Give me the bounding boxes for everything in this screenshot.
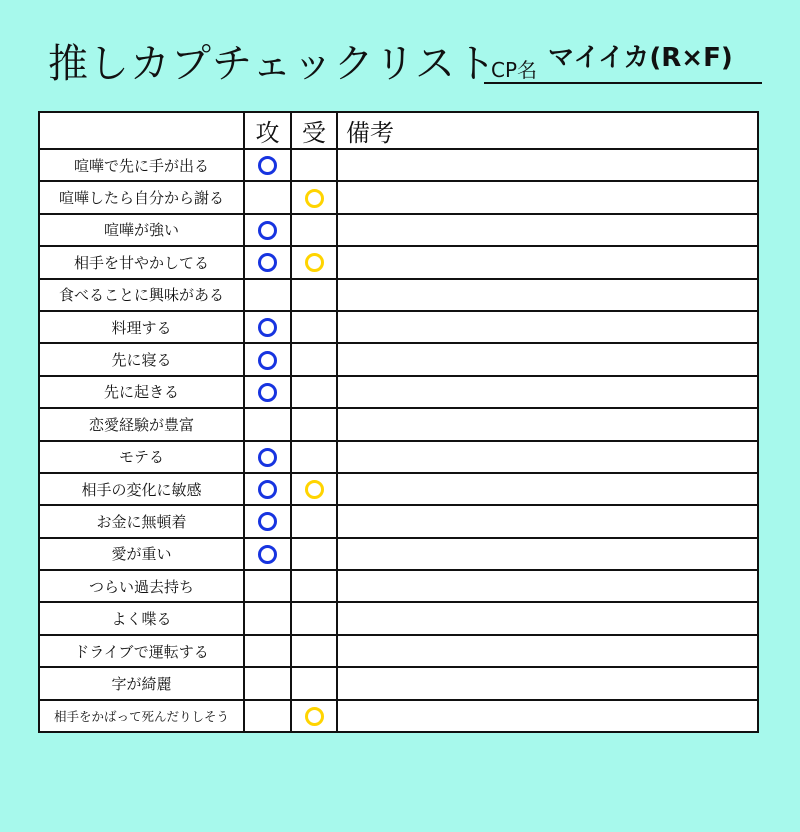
notes-cell[interactable] [337, 214, 758, 246]
row-label: つらい過去持ち [39, 570, 244, 602]
row-label: モテる [39, 441, 244, 473]
table-row [39, 408, 758, 440]
header-item-label [39, 112, 244, 149]
seme-cell[interactable] [244, 473, 291, 505]
uke-cell[interactable] [291, 505, 337, 537]
uke-cell[interactable] [291, 408, 337, 440]
table-row [39, 570, 758, 602]
notes-cell[interactable] [337, 635, 758, 667]
uke-cell[interactable] [291, 246, 337, 278]
seme-cell[interactable] [244, 149, 291, 181]
row-label: 先に起きる [39, 376, 244, 408]
table-row [39, 473, 758, 505]
table-row [39, 149, 758, 181]
seme-circle-mark [258, 448, 277, 467]
header-notes: 備考 [337, 112, 758, 149]
row-label: 食べることに興味がある [39, 279, 244, 311]
row-label: 相手をかばって死んだりしそう [39, 700, 244, 732]
row-label: 字が綺麗 [39, 667, 244, 699]
notes-cell[interactable] [337, 538, 758, 570]
seme-circle-mark [258, 156, 277, 175]
row-label: お金に無頓着 [39, 505, 244, 537]
table-row [39, 505, 758, 537]
notes-cell[interactable] [337, 311, 758, 343]
page-title: 推しカプチェックリスト [48, 41, 497, 87]
uke-cell[interactable] [291, 635, 337, 667]
uke-cell[interactable] [291, 602, 337, 634]
seme-circle-mark [258, 545, 277, 564]
row-label: よく喋る [39, 602, 244, 634]
table-row [39, 700, 758, 732]
table-row [39, 343, 758, 375]
seme-cell[interactable] [244, 246, 291, 278]
notes-cell[interactable] [337, 376, 758, 408]
uke-cell[interactable] [291, 343, 337, 375]
uke-cell[interactable] [291, 667, 337, 699]
seme-circle-mark [258, 480, 277, 499]
notes-cell[interactable] [337, 667, 758, 699]
seme-cell[interactable] [244, 505, 291, 537]
notes-cell[interactable] [337, 149, 758, 181]
notes-cell[interactable] [337, 602, 758, 634]
seme-cell[interactable] [244, 538, 291, 570]
notes-cell[interactable] [337, 700, 758, 732]
uke-cell[interactable] [291, 279, 337, 311]
notes-cell[interactable] [337, 246, 758, 278]
notes-cell[interactable] [337, 279, 758, 311]
checklist-rows [39, 149, 758, 732]
table-row [39, 602, 758, 634]
table-row [39, 246, 758, 278]
cp-label: CP名 [491, 58, 538, 82]
seme-circle-mark [258, 351, 277, 370]
row-label: 料理する [39, 311, 244, 343]
uke-cell[interactable] [291, 311, 337, 343]
header-row [39, 112, 758, 149]
row-label: 喧嘩したら自分から謝る [39, 181, 244, 213]
checklist-table [38, 111, 759, 733]
table-row [39, 538, 758, 570]
uke-circle-mark [305, 189, 324, 208]
header-seme: 攻 [244, 112, 291, 149]
seme-circle-mark [258, 512, 277, 531]
seme-cell[interactable] [244, 376, 291, 408]
table-row [39, 441, 758, 473]
table-row [39, 311, 758, 343]
row-label: 先に寝る [39, 343, 244, 375]
seme-circle-mark [258, 221, 277, 240]
header-uke: 受 [291, 112, 337, 149]
notes-cell[interactable] [337, 473, 758, 505]
notes-cell[interactable] [337, 408, 758, 440]
table-row [39, 635, 758, 667]
row-label: 相手の変化に敏感 [39, 473, 244, 505]
table-row [39, 279, 758, 311]
seme-cell[interactable] [244, 441, 291, 473]
seme-cell[interactable] [244, 181, 291, 213]
uke-cell[interactable] [291, 214, 337, 246]
row-label: ドライブで運転する [39, 635, 244, 667]
notes-cell[interactable] [337, 570, 758, 602]
notes-cell[interactable] [337, 343, 758, 375]
seme-cell[interactable] [244, 700, 291, 732]
table-row [39, 376, 758, 408]
uke-circle-mark [305, 253, 324, 272]
row-label: 恋愛経験が豊富 [39, 408, 244, 440]
seme-cell[interactable] [244, 311, 291, 343]
row-label: 相手を甘やかしてる [39, 246, 244, 278]
row-label: 愛が重い [39, 538, 244, 570]
cp-name-value: マイイカ(R×F) [548, 43, 733, 73]
uke-cell[interactable] [291, 538, 337, 570]
notes-cell[interactable] [337, 441, 758, 473]
uke-circle-mark [305, 707, 324, 726]
seme-cell[interactable] [244, 214, 291, 246]
table-row [39, 214, 758, 246]
uke-cell[interactable] [291, 376, 337, 408]
seme-circle-mark [258, 253, 277, 272]
notes-cell[interactable] [337, 181, 758, 213]
uke-cell[interactable] [291, 473, 337, 505]
cp-name-underline [484, 82, 762, 84]
seme-circle-mark [258, 318, 277, 337]
uke-cell[interactable] [291, 441, 337, 473]
seme-cell[interactable] [244, 667, 291, 699]
notes-cell[interactable] [337, 505, 758, 537]
seme-cell[interactable] [244, 343, 291, 375]
table-row [39, 181, 758, 213]
row-label: 喧嘩が強い [39, 214, 244, 246]
uke-cell[interactable] [291, 181, 337, 213]
uke-circle-mark [305, 480, 324, 499]
uke-cell[interactable] [291, 700, 337, 732]
seme-cell[interactable] [244, 602, 291, 634]
seme-cell[interactable] [244, 570, 291, 602]
seme-circle-mark [258, 383, 277, 402]
uke-cell[interactable] [291, 570, 337, 602]
seme-cell[interactable] [244, 635, 291, 667]
seme-cell[interactable] [244, 408, 291, 440]
uke-cell[interactable] [291, 149, 337, 181]
seme-cell[interactable] [244, 279, 291, 311]
table-row [39, 667, 758, 699]
row-label: 喧嘩で先に手が出る [39, 149, 244, 181]
